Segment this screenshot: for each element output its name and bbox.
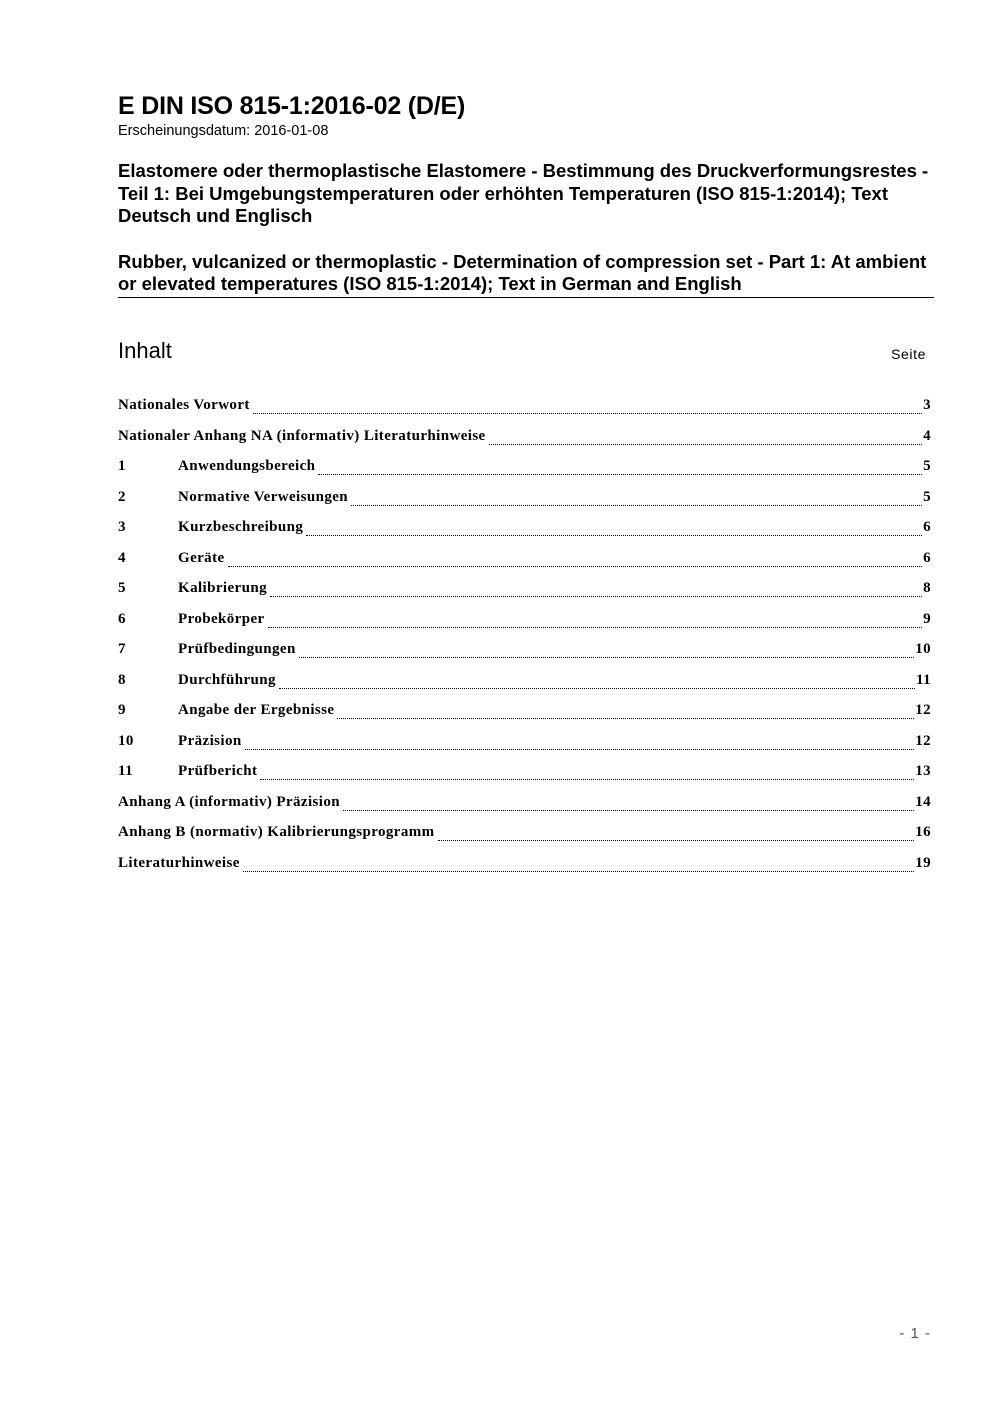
table-of-contents (118, 393, 931, 881)
toc-dot-leader (243, 859, 914, 872)
toc-entry-title[interactable]: Prüfbericht (178, 763, 258, 779)
toc-dot-leader (343, 798, 914, 811)
toc-entry-number: 10 (118, 732, 134, 749)
toc-entry-number: 3 (118, 519, 126, 535)
toc-entry-number: 7 (118, 641, 126, 657)
toc-entry-page[interactable]: 8 (923, 580, 931, 596)
toc-entry-title[interactable]: Durchführung (178, 671, 276, 688)
title-english: Rubber, vulcanized or thermoplastic - Determination of compression set - Part 1: At ambient or elevated temperatures (ISO 815-1:2014); Text in German and English (118, 251, 934, 298)
toc-entry-number: 1 (118, 458, 126, 474)
toc-dot-leader (438, 828, 915, 841)
toc-entry[interactable] (118, 668, 931, 699)
toc-entry-number: 9 (118, 702, 126, 718)
toc-entry-page[interactable]: 6 (923, 549, 931, 566)
toc-entry-page[interactable]: 12 (915, 732, 931, 749)
page-number: - 1 - (899, 1325, 931, 1342)
toc-dot-leader (306, 523, 922, 536)
toc-entry-title[interactable]: Präzision (178, 732, 242, 749)
toc-entry[interactable] (118, 637, 931, 668)
toc-entry-page[interactable]: 10 (915, 641, 931, 657)
toc-entry-title[interactable]: Normative Verweisungen (178, 488, 349, 505)
toc-dot-leader (299, 645, 914, 658)
toc-entry[interactable] (118, 607, 931, 638)
toc-entry-page[interactable]: 5 (923, 458, 931, 474)
toc-entry-title[interactable]: Anhang A (informativ) Präzision (118, 793, 340, 810)
toc-entry[interactable] (118, 393, 931, 424)
toc-entry-page[interactable]: 14 (915, 793, 931, 810)
toc-dot-leader (351, 493, 922, 506)
page-column-label: Seite (891, 346, 926, 362)
toc-entry-title[interactable]: Prüfbedingungen (178, 641, 296, 657)
toc-entry-title[interactable]: Geräte (178, 549, 225, 566)
toc-entry-title[interactable]: Nationales Vorwort (118, 397, 250, 413)
toc-entry[interactable] (118, 851, 931, 882)
toc-entry[interactable] (118, 485, 931, 516)
toc-dot-leader (279, 676, 915, 689)
title-german: Elastomere oder thermoplastische Elastomere - Bestimmung des Druckverformungsrestes - Teil 1: Bei Umgebungstemperaturen oder erhöhten Temperaturen (ISO 815-1:2014); Text Deutsch und Englisch (118, 160, 929, 226)
toc-entry[interactable] (118, 515, 931, 546)
toc-entry[interactable] (118, 698, 931, 729)
toc-entry-page[interactable]: 3 (923, 397, 931, 413)
toc-dot-leader (245, 737, 915, 750)
toc-dot-leader (318, 462, 922, 475)
toc-dot-leader (489, 432, 922, 445)
toc-entry[interactable] (118, 546, 931, 577)
toc-entry-number: 6 (118, 610, 126, 627)
toc-entry-page[interactable]: 9 (923, 610, 931, 627)
toc-entry[interactable] (118, 790, 931, 821)
toc-entry-page[interactable]: 16 (915, 824, 931, 840)
toc-entry-number: 5 (118, 580, 126, 596)
issue-date: Erscheinungsdatum: 2016-01-08 (118, 123, 329, 139)
document-number: E DIN ISO 815-1:2016-02 (D/E) (118, 92, 466, 120)
toc-dot-leader (253, 401, 922, 414)
toc-entry-number: 8 (118, 671, 126, 688)
toc-entry-page[interactable]: 5 (923, 488, 931, 505)
document-header (118, 92, 934, 298)
toc-entry-title[interactable]: Probekörper (178, 610, 265, 627)
toc-entry-title[interactable]: Kalibrierung (178, 580, 267, 596)
toc-entry[interactable] (118, 576, 931, 607)
toc-entry-page[interactable]: 12 (915, 702, 931, 718)
toc-entry-number: 2 (118, 488, 126, 505)
toc-entry-title[interactable]: Kurzbeschreibung (178, 519, 304, 535)
toc-dot-leader (260, 767, 914, 780)
toc-dot-leader (270, 584, 922, 597)
toc-entry[interactable] (118, 454, 931, 485)
toc-heading: Inhalt (118, 338, 172, 363)
toc-entry-title[interactable]: Nationaler Anhang NA (informativ) Literaturhinweise (118, 427, 486, 444)
toc-entry-title[interactable]: Anwendungsbereich (178, 458, 316, 474)
toc-entry-page[interactable]: 11 (916, 671, 931, 688)
toc-entry-number: 4 (118, 549, 126, 566)
toc-entry-title[interactable]: Anhang B (normativ) Kalibrierungsprogramm (118, 824, 435, 840)
toc-entry[interactable] (118, 729, 931, 760)
toc-dot-leader (268, 615, 922, 628)
toc-entry-title[interactable]: Literaturhinweise (118, 854, 240, 871)
toc-entry-page[interactable]: 13 (915, 763, 931, 779)
toc-entry-number: 11 (118, 763, 133, 779)
toc-entry-page[interactable]: 4 (923, 427, 931, 444)
toc-entry-title[interactable]: Angabe der Ergebnisse (178, 702, 335, 718)
toc-entry-page[interactable]: 19 (915, 854, 931, 871)
toc-dot-leader (228, 554, 923, 567)
toc-dot-leader (337, 706, 914, 719)
toc-entry-page[interactable]: 6 (923, 519, 931, 535)
toc-entry[interactable] (118, 759, 931, 790)
toc-entry[interactable] (118, 820, 931, 851)
toc-entry[interactable] (118, 424, 931, 455)
